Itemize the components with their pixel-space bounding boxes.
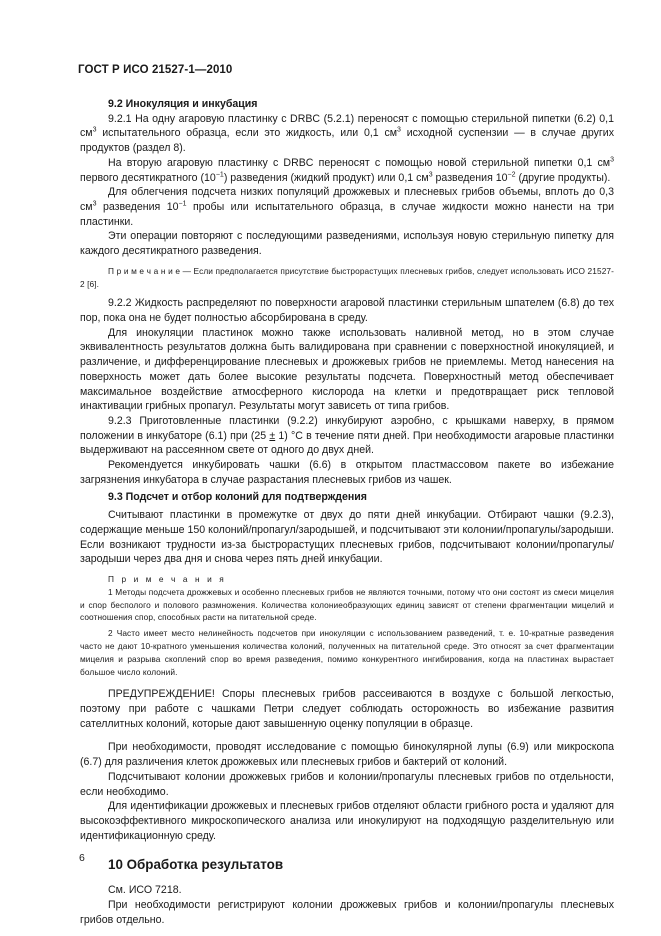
paragraph-low-populations: Для облегчения подсчета низких популяций дрожжевых и плесневых грибов объемы, вплоть до 0,3 $см^3$ разведения $10^{-1}$ пробы или испытательного образца, в случае жидкости можно нанести на три пластинки. (80, 186, 614, 228)
paragraph-repeat-operations: Эти операции повторяют с последующими разведениями, используя новую стерильную пипетку для каждого десятикратного разведения. (80, 230, 614, 258)
paragraph-identification: Для идентификации дрожжевых и плесневых грибов отделяют области грибного роста и удаляют для высокоэффективного микроскопического анализа или инокулируют на подходящую разделительную или идентификационную среду. (80, 800, 614, 842)
paragraph-separate-count: Подсчитывают колонии дрожжевых грибов и колонии/пропагулы плесневых грибов по отдельности, если необходимо. (80, 770, 614, 798)
paragraph-pour-method: Для инокуляции пластинок можно также использовать наливной метод, но в этом случае эквивалентность результатов должна быть валидирована при сравнении с поверхностной инокуляцией, и различение, и дифференцирование плесневых и дрожжевых грибов не приемлемы. Метод нанесения на поверхность может дать более высокие результаты подсчета. Поверхностный метод обеспечивает максимальное воздействие атмосферного кислорода на клетки и предотвращает риск тепловой инактивации грибных пропагул. Результаты могут зависеть от типа грибов. (80, 326, 614, 413)
paragraph-counting: Считывают пластинки в промежутке от двух до пяти дней инкубации. Отбирают чашки (9.2.3), содержащие меньше 150 колоний/пропагул/зародышей, и подсчитывают эти колонии/пропагулы/зародыши. Если возникают трудности из-за быстрорастущих плесневых грибов, подсчитывают колонии/пропагулы/зародыши через два дня и снова через пять дней инкубации. (80, 509, 614, 566)
paragraph-register-colonies: При необходимости регистрируют колонии дрожжевых грибов и колонии/пропагулы плесневых грибов отдельно. (80, 899, 614, 926)
warning-paragraph: ПРЕДУПРЕЖДЕНИЕ! Споры плесневых грибов рассеиваются в воздухе с большой легкостью, поэтому при работе с чашками Петри следует соблюдать осторожность во избежание развития сателлитных колоний, которые дают завышенную оценку популяции в образце. (80, 688, 614, 730)
document-body (80, 97, 614, 928)
document-header: ГОСТ Р ИСО 21527-1—2010 (78, 64, 233, 76)
section-heading-10: 10 Обработка результатов (108, 857, 284, 873)
paragraph-see-iso: См. ИСО 7218. (108, 884, 182, 897)
notes-heading: П р и м е ч а н и я (108, 573, 227, 584)
paragraph-9-2-2: 9.2.2 Жидкость распределяют по поверхности агаровой пластинки стерильным шпателем (6.8) до тех пор, пока она не будет полностью абсорбирована в среду. (80, 297, 614, 325)
note-fast-growing-molds: П р и м е ч а н и е — Если предполагается присутствие быстрорастущих плесневых грибов, следует использовать ИСО 21527-2 [6]. (80, 265, 614, 289)
paragraph-microscope: При необходимости, проводят исследование с помощью бинокулярной лупы (6.9) или микроскопа (6.7) для различения клеток дрожжевых или плесневых грибов и бактерий от колоний. (80, 741, 614, 769)
note-2: 2 Часто имеет место нелинейность подсчетов при инокуляции с использованием разведений, т. е. 10-кратные разведения часто не дают 10-кратного уменьшения количества колоний, полученных на питательной среде. Это относят за счет фрагментации мицелия и разрыва скоплений спор во время разведения, помимо конкурентного ингибирования, когда на пластинах вырастает большое число колоний. (80, 628, 614, 677)
section-heading-9-2: 9.2 Инокуляция и инкубация (108, 98, 258, 110)
note-1: 1 Методы подсчета дрожжевых и особенно плесневых грибов не являются точными, потому что они состоят из смеси мицелия и спор бесполого и полового размножения. Количества колониеобразующих единиц зависят от степени фрагментации мицелий и соотношения спор, способных расти на питательной среде. (80, 586, 614, 623)
paragraph-second-plate: На вторую агаровую пластинку с DRBC переносят с помощью новой стерильной пипетки 0,1 $см^3$ первого десятикратного $(10^{-1})$ разведения (жидкий продукт) или 0,1 $см^3$ разведения $10^{-2}$ (другие продукты). (80, 156, 614, 184)
paragraph-9-2-3: 9.2.3 Приготовленные пластинки (9.2.2) инкубируют аэробно, с крышками наверху, в прямом положении в инкубаторе (6.1) при (25 ± 1) °С в течение пяти дней. При необходимости агаровые пластинки выдерживают на рассеянном свете от одного до двух дней. (80, 414, 614, 457)
paragraph-incubation-bag: Рекомендуется инкубировать чашки (6.6) в открытом пластмассовом пакете во избежание загрязнения инкубатора в случае разрастания плесневых грибов из чашек. (80, 459, 614, 486)
paragraph-9-2-1: 9.2.1 На одну агаровую пластинку с DRBC (5.2.1) переносят с помощью стерильной пипетки (6.2) 0,1 $см^3$ испытательного образца, если это жидкость, или 0,1 $см^3$ исходной суспензии — в случае других продуктов (раздел 8). (80, 112, 614, 155)
section-heading-9-3: 9.3 Подсчет и отбор колоний для подтверждения (108, 491, 367, 504)
page-number: 6 (79, 852, 85, 864)
